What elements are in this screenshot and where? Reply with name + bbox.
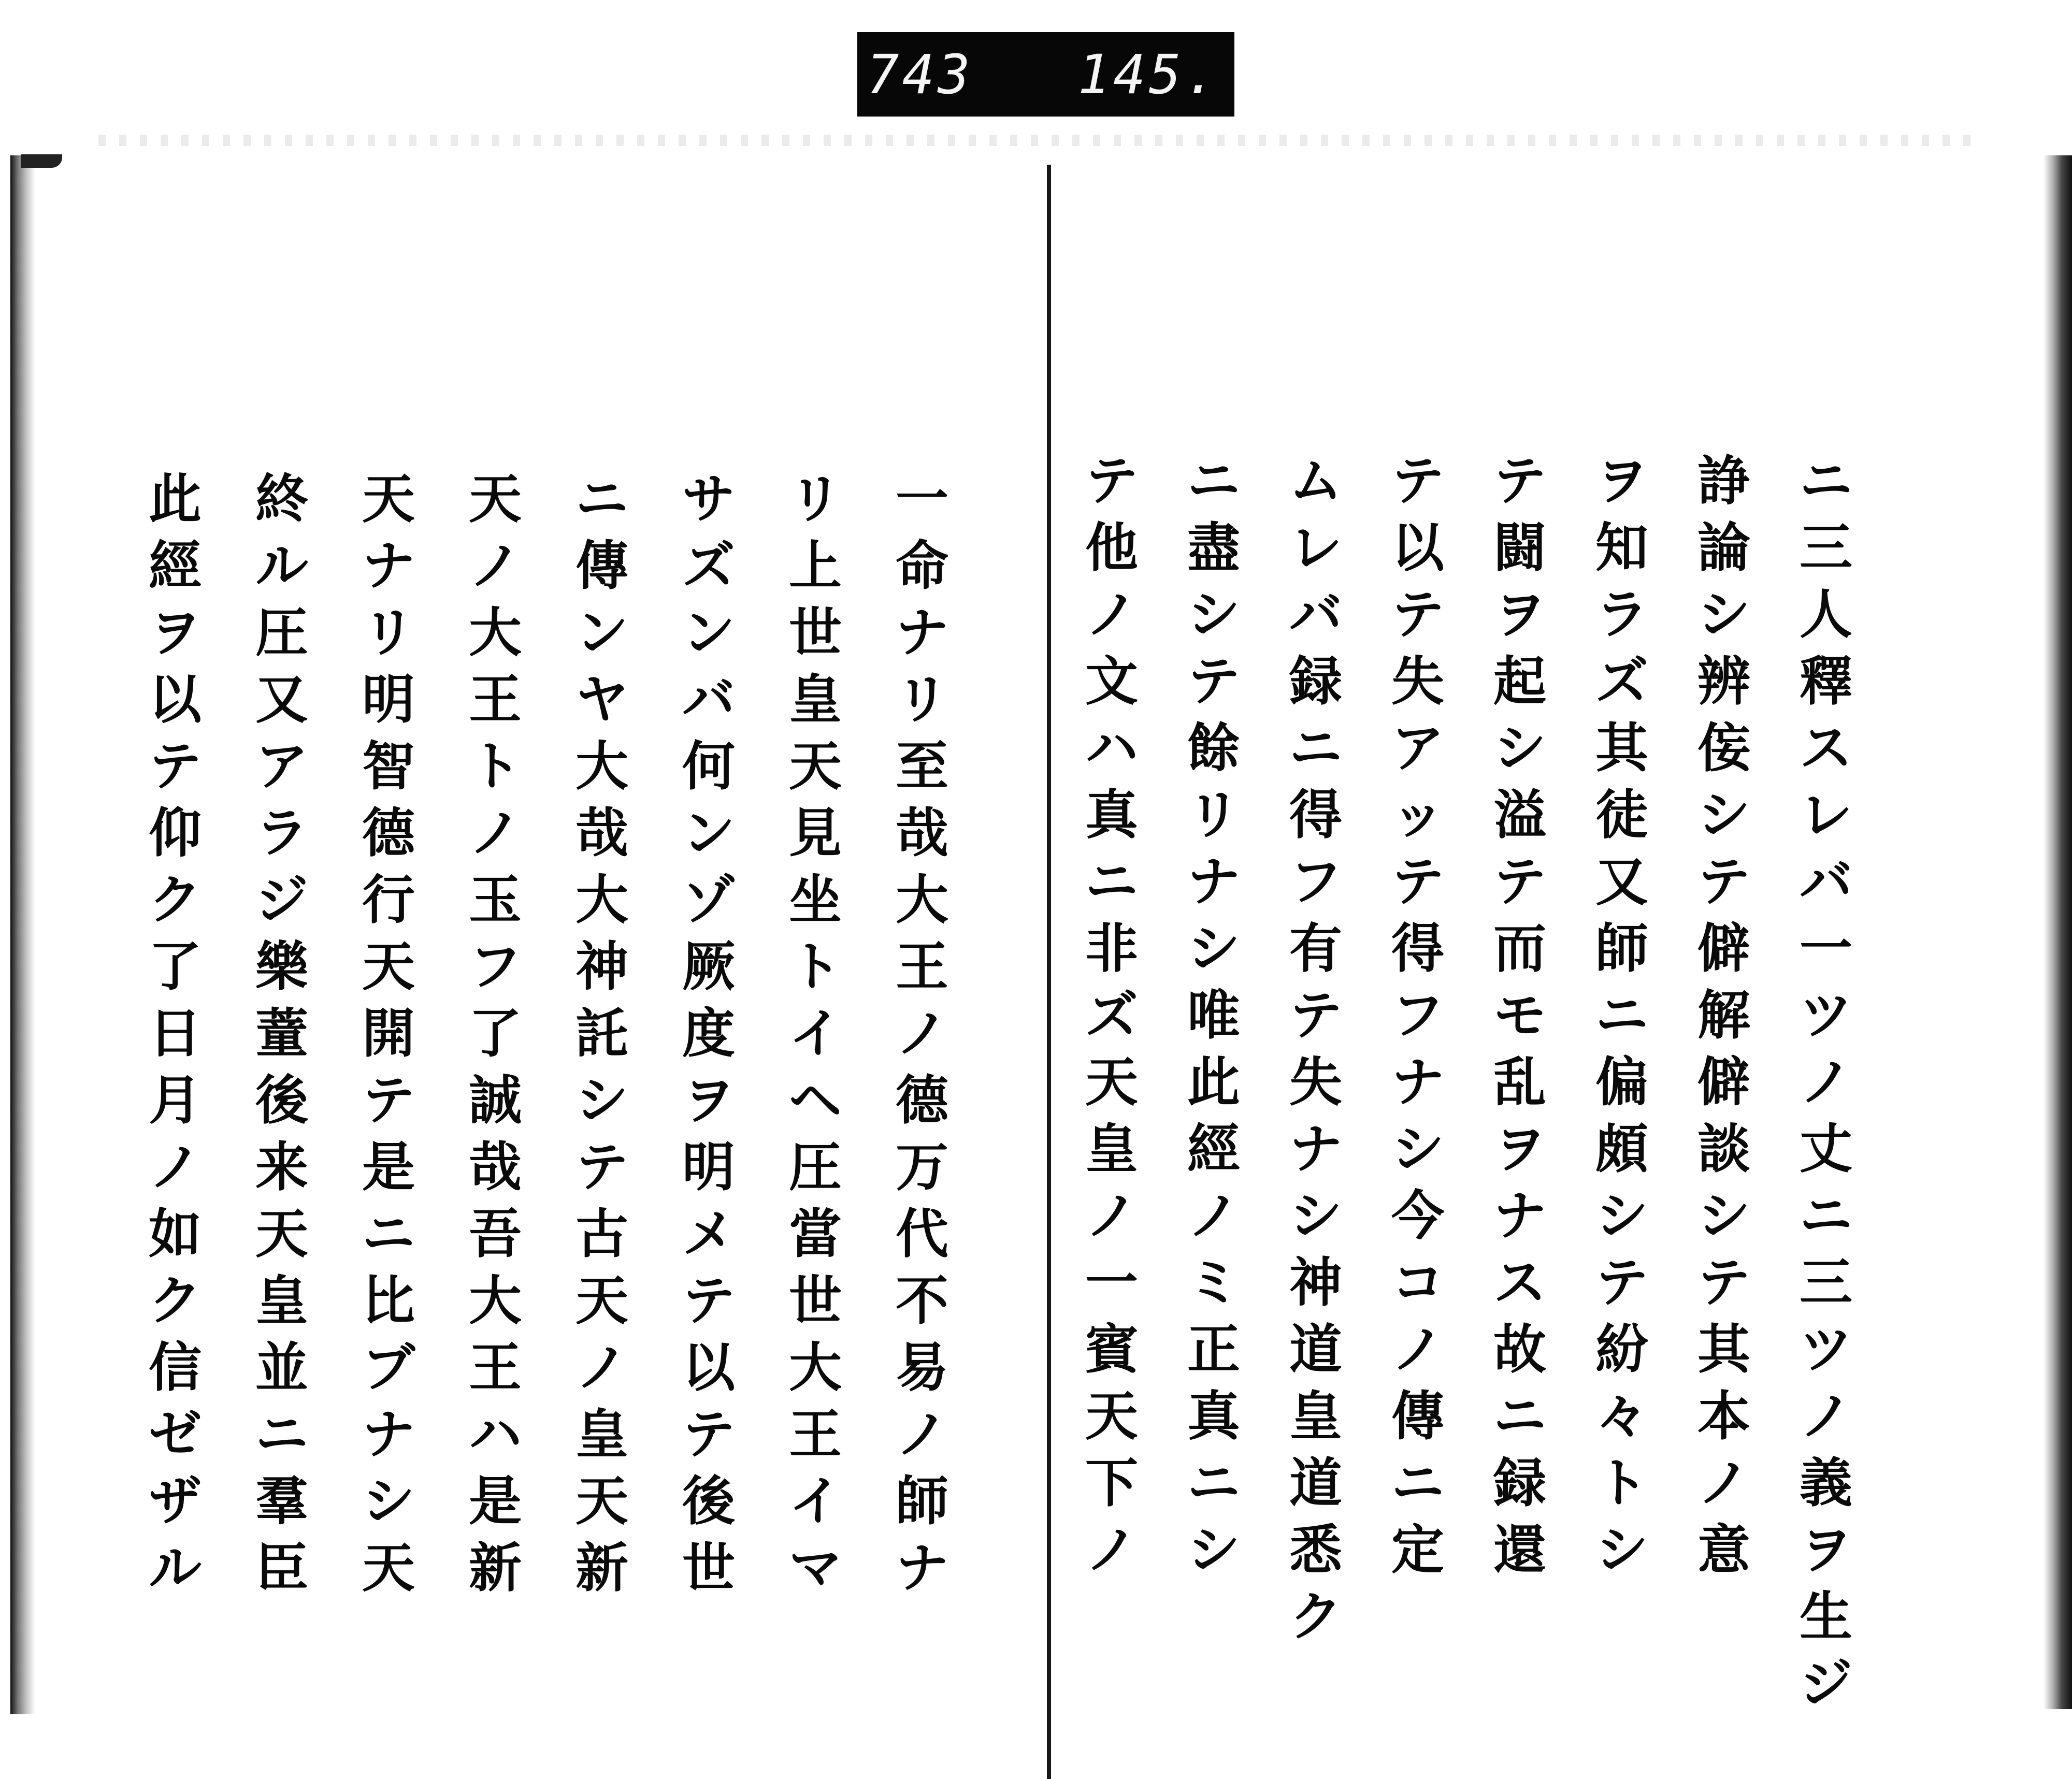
character: 皇: [1085, 1118, 1138, 1180]
character: テ: [1697, 1252, 1750, 1314]
character: ニ: [1085, 851, 1138, 913]
character: 僻: [1697, 918, 1750, 980]
character: 真: [1085, 784, 1138, 846]
character: 古: [575, 1203, 628, 1265]
character: シ: [1697, 584, 1750, 646]
character: 侫: [1697, 717, 1750, 779]
character: 吾: [469, 1203, 522, 1265]
character: 解: [1697, 985, 1750, 1047]
book-edge-right: [2044, 155, 2072, 1709]
character: テ: [1493, 450, 1546, 512]
character: テ: [1391, 450, 1444, 512]
character: ス: [1800, 717, 1852, 779]
character: ト: [789, 936, 842, 998]
character: 談: [1697, 1118, 1750, 1180]
character: テ: [1289, 985, 1342, 1047]
character: 皇: [1289, 1385, 1342, 1448]
character: 皇: [789, 669, 842, 731]
character: 々: [1595, 1385, 1648, 1448]
character: ン: [682, 802, 735, 864]
character: 而: [1493, 918, 1546, 980]
character: 神: [575, 936, 628, 998]
character: 上: [789, 535, 842, 597]
right-page-column: [1183, 448, 1245, 1584]
character: ズ: [1085, 985, 1138, 1047]
character: ブ: [362, 1337, 415, 1399]
character: 三: [1800, 517, 1852, 579]
character: ナ: [362, 535, 415, 597]
character: ナ: [1289, 1118, 1342, 1180]
character: テ: [1391, 851, 1444, 913]
character: 論: [1697, 517, 1750, 579]
character: 餘: [1187, 717, 1240, 779]
character: ス: [1493, 1252, 1546, 1314]
character: イ: [789, 1003, 842, 1065]
character: 了: [149, 936, 202, 998]
character: 溢: [1493, 784, 1546, 846]
character: ツ: [1800, 985, 1852, 1047]
character: ト: [1595, 1452, 1648, 1514]
character: 見: [789, 802, 842, 864]
left-page-column: [891, 466, 953, 1602]
character: ン: [575, 602, 628, 664]
character: コ: [1391, 1252, 1444, 1314]
character: レ: [1289, 517, 1342, 579]
character: 世: [682, 1537, 735, 1599]
character: ノ: [1187, 1185, 1240, 1247]
character: 三: [1800, 1252, 1852, 1314]
character: ナ: [1493, 1185, 1546, 1247]
character: 文: [1085, 650, 1138, 713]
character: テ: [1595, 1252, 1648, 1314]
character: 一: [896, 468, 948, 530]
character: フ: [1391, 985, 1444, 1047]
character: 經: [149, 535, 202, 597]
character: ナ: [896, 602, 948, 664]
character: 信: [149, 1337, 202, 1399]
character: バ: [1289, 584, 1342, 646]
character: 丈: [1800, 1118, 1852, 1180]
character: ナ: [1187, 851, 1240, 913]
character: シ: [1697, 784, 1750, 846]
character: 得: [1289, 784, 1342, 846]
character: バ: [682, 669, 735, 731]
character: ノ: [469, 535, 522, 597]
character: 其: [1595, 717, 1648, 779]
character: 日: [149, 1003, 202, 1065]
character: テ: [575, 1136, 628, 1198]
left-page-column: [464, 466, 526, 1602]
character: 圧: [789, 1136, 842, 1198]
character: 唯: [1187, 985, 1240, 1047]
character: ノ: [1800, 1051, 1852, 1113]
character: 世: [789, 602, 842, 664]
character: 玉: [469, 869, 522, 931]
character: 道: [1289, 1452, 1342, 1514]
character: 王: [469, 669, 522, 731]
character: 天: [1085, 1385, 1138, 1448]
character: ノ: [149, 1136, 202, 1198]
character: 智: [362, 735, 415, 798]
character: テ: [362, 1069, 415, 1132]
character: 此: [1187, 1051, 1240, 1113]
character: 僻: [1697, 1051, 1750, 1113]
character: ヲ: [1493, 584, 1546, 646]
character: イ: [789, 1470, 842, 1532]
character: ニ: [1289, 717, 1342, 779]
character: 命: [896, 535, 948, 597]
character: ニ: [1187, 450, 1240, 512]
faint-bleedthrough-line: [98, 135, 1974, 146]
character: ン: [682, 602, 735, 664]
character: リ: [789, 468, 842, 530]
character: 代: [896, 1203, 948, 1265]
right-page-column: [1285, 448, 1347, 1651]
character: ラ: [255, 802, 308, 864]
character: 定: [1391, 1519, 1444, 1581]
character: 還: [1493, 1519, 1546, 1581]
character: 傳: [1391, 1385, 1444, 1448]
character: 師: [896, 1470, 948, 1532]
character: 有: [1289, 918, 1342, 980]
character: ミ: [1187, 1252, 1240, 1314]
character: 皇: [255, 1270, 308, 1332]
character: 来: [255, 1136, 308, 1198]
character: ニ: [255, 1404, 308, 1466]
character: テ: [1493, 851, 1546, 913]
book-edge-left: [10, 155, 35, 1714]
character: 明: [362, 669, 415, 731]
character: ク: [149, 1270, 202, 1332]
character: 臣: [255, 1537, 308, 1599]
character: 易: [896, 1337, 948, 1399]
character: シ: [1493, 717, 1546, 779]
character: ヲ: [149, 602, 202, 664]
character: シ: [1289, 1185, 1342, 1247]
character: 度: [682, 1003, 735, 1065]
character: ニ: [362, 1203, 415, 1265]
right-page-column: [1591, 448, 1653, 1584]
character: モ: [1493, 985, 1546, 1047]
character: 大: [896, 869, 948, 931]
character: 以: [1391, 517, 1444, 579]
character: ナ: [362, 1404, 415, 1466]
character: ザ: [149, 1470, 202, 1532]
character: 徒: [1595, 784, 1648, 846]
character: ア: [1391, 717, 1444, 779]
character: 乱: [1493, 1051, 1546, 1113]
character: 一: [1800, 918, 1852, 980]
character: 並: [255, 1337, 308, 1399]
left-page-column: [784, 466, 846, 1602]
character: 録: [1493, 1452, 1546, 1514]
character: シ: [1697, 1185, 1750, 1247]
character: ア: [255, 735, 308, 798]
character: リ: [362, 602, 415, 664]
right-page-column: [1693, 448, 1755, 1584]
character: 師: [1595, 918, 1648, 980]
character: 經: [1187, 1118, 1240, 1180]
character: 下: [1085, 1452, 1138, 1514]
character: 今: [1391, 1185, 1444, 1247]
page-gutter: [1047, 165, 1051, 1779]
character: ナ: [1391, 1051, 1444, 1113]
character: ジ: [1800, 1653, 1852, 1715]
character: ノ: [896, 1003, 948, 1065]
character: 意: [1697, 1519, 1750, 1581]
character: ゼ: [149, 1404, 202, 1466]
character: 故: [1493, 1319, 1546, 1381]
character: 王: [896, 936, 948, 998]
character: 樂: [255, 936, 308, 998]
character: 是: [469, 1470, 522, 1532]
character: テ: [149, 735, 202, 798]
character: シ: [1595, 1519, 1648, 1581]
character: 正: [1187, 1319, 1240, 1381]
character: ク: [149, 869, 202, 931]
character: 終: [255, 468, 308, 530]
character: フ: [469, 936, 522, 998]
character: 紛: [1595, 1319, 1648, 1381]
character: 人: [1800, 584, 1852, 646]
character: 釋: [1800, 650, 1852, 713]
character: レ: [1800, 784, 1852, 846]
left-page-column: [251, 466, 313, 1602]
left-page-column: [144, 466, 206, 1602]
character: 大: [575, 735, 628, 798]
character: 又: [1595, 851, 1648, 913]
character: 非: [1085, 918, 1138, 980]
character: 王: [469, 1337, 522, 1399]
character: 本: [1697, 1385, 1750, 1448]
character: 以: [149, 669, 202, 731]
character: ズ: [682, 535, 735, 597]
character: テ: [1187, 650, 1240, 713]
character: 蕫: [255, 1003, 308, 1065]
character: ゾ: [682, 869, 735, 931]
right-page-column: [1081, 448, 1143, 1584]
character: ジ: [255, 869, 308, 931]
character: ニ: [1493, 1385, 1546, 1448]
left-page-column: [357, 466, 420, 1602]
character: 得: [1391, 918, 1444, 980]
frame-number-right: 145.: [1077, 42, 1220, 106]
character: 天: [362, 468, 415, 530]
character: 起: [1493, 650, 1546, 713]
character: 行: [362, 869, 415, 931]
character: 万: [896, 1136, 948, 1198]
character: 仰: [149, 802, 202, 864]
character: シ: [575, 1069, 628, 1132]
character: 坐: [789, 869, 842, 931]
character: ニ: [1187, 1452, 1240, 1514]
character: 偏: [1595, 1051, 1648, 1113]
character: 神: [1289, 1252, 1342, 1314]
character: 後: [682, 1470, 735, 1532]
character: ク: [1289, 1586, 1342, 1648]
character: ノ: [1085, 1185, 1138, 1247]
character: 真: [1187, 1385, 1240, 1448]
character: ニ: [1595, 985, 1648, 1047]
right-page-column: [1387, 448, 1449, 1584]
character: ナ: [896, 1537, 948, 1599]
character: 皇: [575, 1404, 628, 1466]
character: 開: [362, 1003, 415, 1065]
character: ツ: [1800, 1319, 1852, 1381]
character: 天: [362, 936, 415, 998]
character: 何: [682, 735, 735, 798]
character: 德: [896, 1069, 948, 1132]
character: 哉: [469, 1136, 522, 1198]
character: 其: [1697, 1319, 1750, 1381]
right-page-column: [1489, 448, 1551, 1584]
character: フ: [1289, 851, 1342, 913]
character: ラ: [1595, 584, 1648, 646]
character: ノ: [1800, 1385, 1852, 1448]
character: 他: [1085, 517, 1138, 579]
character: ル: [255, 535, 308, 597]
character: 明: [682, 1136, 735, 1198]
character: ニ: [1391, 1452, 1444, 1514]
character: 哉: [896, 802, 948, 864]
character: シ: [1187, 918, 1240, 980]
character: ム: [1289, 450, 1342, 512]
character: シ: [1595, 1185, 1648, 1247]
character: ヲ: [1493, 1118, 1546, 1180]
character: ノ: [1085, 584, 1138, 646]
character: 不: [896, 1270, 948, 1332]
character: 天: [1085, 1051, 1138, 1113]
character: 月: [149, 1069, 202, 1132]
character: 哉: [575, 802, 628, 864]
character: 諍: [1697, 450, 1750, 512]
character: 大: [469, 602, 522, 664]
character: リ: [896, 669, 948, 731]
character: ッ: [1391, 784, 1444, 846]
character: ノ: [896, 1404, 948, 1466]
character: 當: [789, 1203, 842, 1265]
character: 一: [1085, 1252, 1138, 1314]
left-page-column: [678, 466, 740, 1602]
character: 後: [255, 1069, 308, 1132]
character: ハ: [1085, 717, 1138, 779]
character: 賓: [1085, 1319, 1138, 1381]
character: ハ: [469, 1404, 522, 1466]
character: 又: [255, 669, 308, 731]
character: ニ: [1800, 1185, 1852, 1247]
frame-number-left: 743: [867, 42, 973, 106]
character: シ: [1187, 1519, 1240, 1581]
character: 以: [682, 1337, 735, 1399]
character: 辨: [1697, 650, 1750, 713]
character: 失: [1289, 1051, 1342, 1113]
character: 生: [1800, 1586, 1852, 1648]
character: 如: [149, 1203, 202, 1265]
character: テ: [1697, 851, 1750, 913]
character: 大: [575, 869, 628, 931]
character: テ: [1085, 450, 1138, 512]
character: ニ: [1800, 450, 1852, 512]
character: バ: [1800, 851, 1852, 913]
character: 悉: [1289, 1519, 1342, 1581]
character: 新: [469, 1537, 522, 1599]
character: 傳: [575, 535, 628, 597]
character: 天: [789, 735, 842, 798]
character: 義: [1800, 1452, 1852, 1514]
character: テ: [682, 1270, 735, 1332]
character: 闘: [1493, 517, 1546, 579]
character: ノ: [1391, 1319, 1444, 1381]
character: サ: [682, 468, 735, 530]
character: シ: [1187, 584, 1240, 646]
character: 天: [575, 1270, 628, 1332]
character: ノ: [1085, 1519, 1138, 1581]
character: ニ: [575, 468, 628, 530]
character: 德: [362, 802, 415, 864]
character: ノ: [1697, 1452, 1750, 1514]
character: 世: [789, 1270, 842, 1332]
character: 知: [1595, 517, 1648, 579]
character: 道: [1289, 1319, 1342, 1381]
character: 天: [362, 1537, 415, 1599]
character: 大: [789, 1337, 842, 1399]
character: ヲ: [682, 1069, 735, 1132]
right-page-column: [1795, 448, 1857, 1717]
character: ヲ: [1595, 450, 1648, 512]
character: テ: [1391, 584, 1444, 646]
character: 圧: [255, 602, 308, 664]
character: 羣: [255, 1470, 308, 1532]
character: ヲ: [1800, 1519, 1852, 1581]
character: ト: [469, 735, 522, 798]
character: 新: [575, 1537, 628, 1599]
character: ノ: [469, 802, 522, 864]
character: 厥: [682, 936, 735, 998]
character: ヤ: [575, 669, 628, 731]
character: マ: [789, 1537, 842, 1599]
character: 王: [789, 1404, 842, 1466]
character: 了: [469, 1003, 522, 1065]
character: 失: [1391, 650, 1444, 713]
character: 盡: [1187, 517, 1240, 579]
character: シ: [362, 1470, 415, 1532]
character: ズ: [1595, 650, 1648, 713]
character: 託: [575, 1003, 628, 1065]
character: ル: [149, 1537, 202, 1599]
character: 此: [149, 468, 202, 530]
character: リ: [1187, 784, 1240, 846]
character: テ: [682, 1404, 735, 1466]
character: メ: [682, 1203, 735, 1265]
book-edge-left-corner: [21, 154, 62, 168]
character: ノ: [575, 1337, 628, 1399]
character: 頗: [1595, 1118, 1648, 1180]
character: 天: [575, 1470, 628, 1532]
character: 至: [896, 735, 948, 798]
character: 録: [1289, 650, 1342, 713]
character: シ: [1391, 1118, 1444, 1180]
character: 比: [362, 1270, 415, 1332]
character: ヘ: [789, 1069, 842, 1132]
character: 天: [255, 1203, 308, 1265]
character: 大: [469, 1270, 522, 1332]
left-page-column: [571, 466, 633, 1602]
character: 天: [469, 468, 522, 530]
character: 誠: [469, 1069, 522, 1132]
character: 是: [362, 1136, 415, 1198]
frame-number-tag: [857, 32, 1234, 117]
